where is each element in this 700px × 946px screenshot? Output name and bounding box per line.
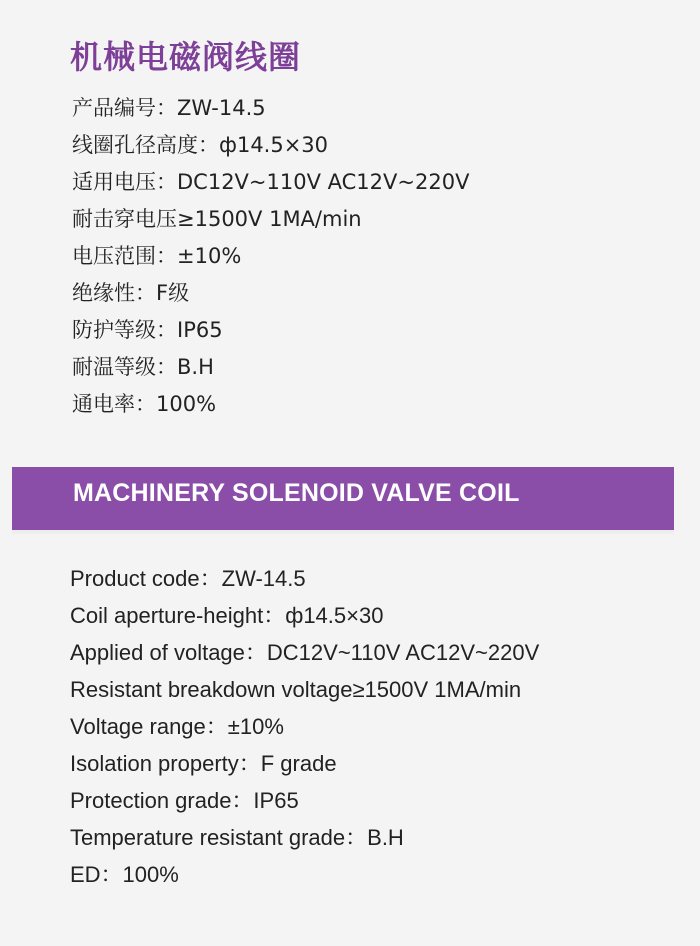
- spec-item-insulation-cn: 绝缘性：F级: [72, 281, 190, 305]
- spec-item-isolation-en: Isolation property：F grade: [70, 751, 337, 776]
- chinese-title: 机械电磁阀线圈: [70, 38, 302, 76]
- spec-item-duty-cycle-cn: 通电率：100%: [72, 392, 217, 416]
- spec-item-coil-aperture-cn: 线圈孔径高度：ф14.5×30: [72, 133, 329, 157]
- spec-item-temperature-grade-en: Temperature resistant grade：B.H: [70, 825, 404, 850]
- spec-item-breakdown-voltage-en: Resistant breakdown voltage≥1500V 1MA/min: [70, 677, 522, 702]
- spec-item-applied-voltage-cn: 适用电压：DC12V~110V AC12V~220V: [72, 170, 470, 194]
- spec-item-breakdown-voltage-cn: 耐击穿电压≥1500V 1MA/min: [72, 207, 362, 231]
- english-title: MACHINERY SOLENOID VALVE COIL: [73, 479, 520, 507]
- spec-item-temperature-grade-cn: 耐温等级：B.H: [72, 355, 214, 379]
- spec-item-applied-voltage-en: Applied of voltage：DC12V~110V AC12V~220V: [70, 640, 540, 665]
- spec-item-voltage-range-cn: 电压范围：±10%: [72, 244, 242, 268]
- spec-item-voltage-range-en: Voltage range：±10%: [70, 714, 284, 739]
- spec-item-product-code-cn: 产品编号：ZW-14.5: [72, 96, 266, 120]
- english-spec-list: [70, 560, 539, 893]
- spec-item-product-code-en: Product code：ZW-14.5: [70, 566, 306, 591]
- spec-item-coil-aperture-en: Coil aperture-height：ф14.5×30: [70, 603, 384, 628]
- spec-item-duty-cycle-en: ED：100%: [70, 862, 179, 887]
- banner-shadow: [12, 530, 674, 536]
- chinese-spec-section: [0, 0, 700, 450]
- spec-item-protection-grade-en: Protection grade：IP65: [70, 788, 299, 813]
- english-title-banner: [12, 467, 674, 530]
- spec-item-protection-grade-cn: 防护等级：IP65: [72, 318, 223, 342]
- chinese-spec-list: [72, 90, 469, 423]
